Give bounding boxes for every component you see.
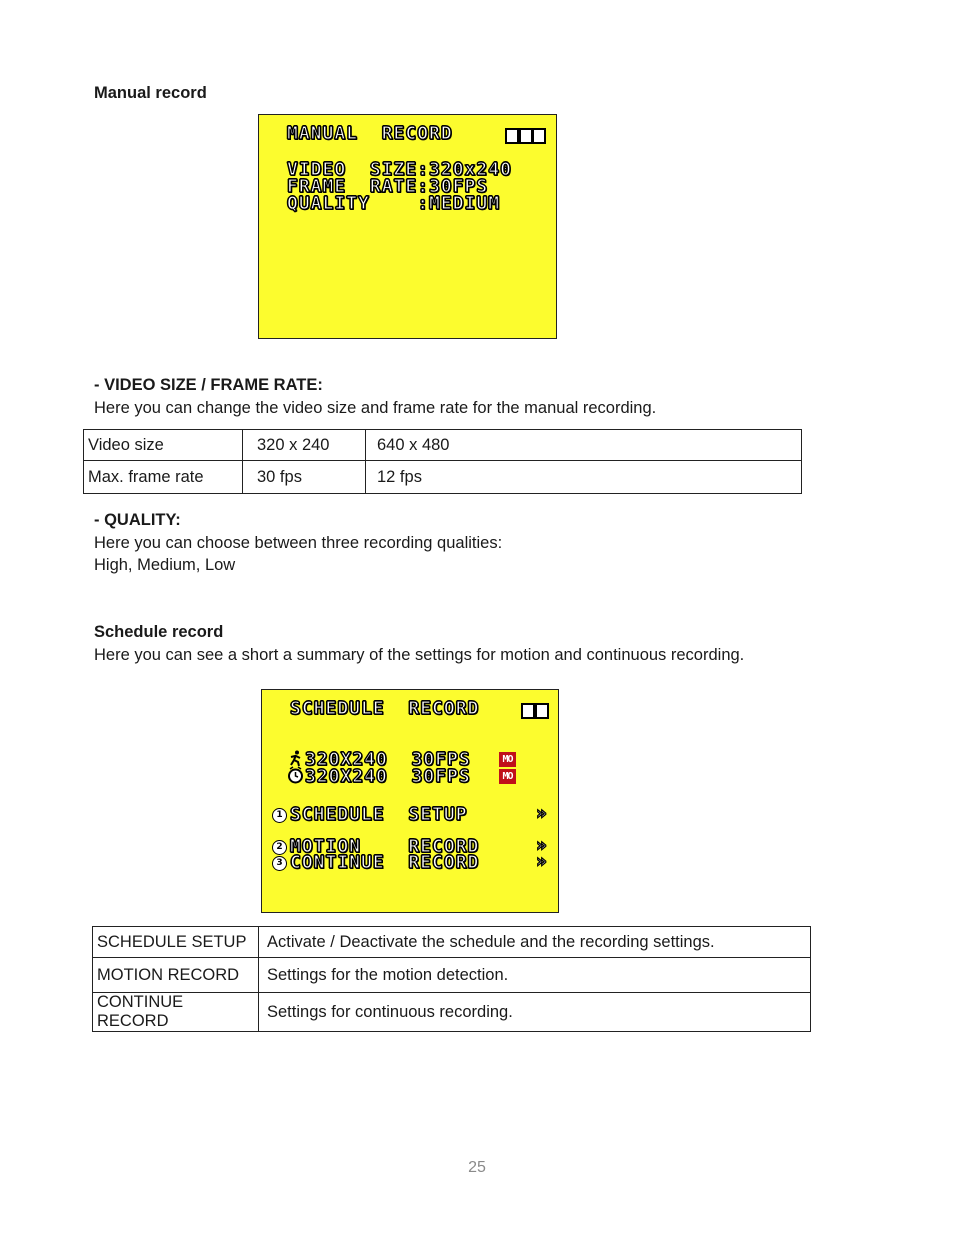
- table-row: [93, 927, 811, 958]
- osd-quality: QUALITY :MEDIUM: [287, 193, 501, 214]
- osd-frame-rate: FRAME RATE:30FPS: [287, 176, 489, 197]
- osd-schedule-setup: SCHEDULE SETUP: [290, 804, 468, 825]
- quality-text: Here you can choose between three recording qualities:: [94, 534, 503, 552]
- chevron-right-icon: »: [536, 851, 547, 872]
- table-row: [93, 958, 811, 993]
- osd-video-size: VIDEO SIZE:320x240: [287, 159, 512, 180]
- manual-record-osd-screen: [258, 114, 557, 339]
- osd-square-icon: [535, 703, 549, 719]
- osd-square-icon: [532, 128, 546, 144]
- video-size-text: Here you can change the video size and frame rate for the manual recording.: [94, 399, 657, 417]
- schedule-table: [92, 926, 811, 1032]
- page-number: 25: [468, 1159, 486, 1176]
- schedule-record-osd-screen: [261, 689, 559, 913]
- table-cell: Max. frame rate: [84, 461, 243, 494]
- osd-continuous-row: 320X240 30FPS: [305, 766, 471, 787]
- table-cell: SCHEDULE SETUP: [93, 927, 259, 958]
- table-cell: Settings for the motion detection.: [259, 958, 811, 993]
- number-2-icon: 2: [272, 840, 287, 855]
- osd-title: MANUAL RECORD: [287, 123, 453, 144]
- table-cell: Video size: [84, 430, 243, 461]
- schedule-record-heading: Schedule record: [94, 623, 224, 641]
- quality-heading: - QUALITY:: [94, 511, 181, 529]
- manual-record-heading: Manual record: [94, 84, 207, 102]
- table-cell: MOTION RECORD: [93, 958, 259, 993]
- osd-continue-record: CONTINUE RECORD: [290, 852, 480, 873]
- table-cell: 12 fps: [366, 461, 802, 494]
- schedule-record-text: Here you can see a short a summary of the settings for motion and continuous recording.: [94, 646, 745, 664]
- table-cell: CONTINUE RECORD: [93, 993, 259, 1032]
- video-size-heading: - VIDEO SIZE / FRAME RATE:: [94, 376, 323, 394]
- table-row: [84, 430, 802, 461]
- quality-options-text: High, Medium, Low: [94, 556, 236, 574]
- mo-badge: MO: [499, 769, 516, 784]
- table-cell: 640 x 480: [366, 430, 802, 461]
- chevron-right-icon: »: [536, 835, 547, 856]
- osd-motion-record: MOTION RECORD: [290, 836, 480, 857]
- chevron-right-icon: »: [536, 803, 547, 824]
- table-cell: Settings for continuous recording.: [259, 993, 811, 1032]
- table-row: [93, 993, 811, 1032]
- table-cell: Activate / Deactivate the schedule and the recording settings.: [259, 927, 811, 958]
- osd-square-icon: [519, 128, 533, 144]
- osd-square-icon: [521, 703, 535, 719]
- clock-icon: [287, 766, 304, 784]
- number-1-icon: 1: [272, 808, 287, 823]
- video-size-table: [83, 429, 802, 494]
- table-cell: 320 x 240: [243, 430, 366, 461]
- osd-title: SCHEDULE RECORD: [290, 698, 480, 719]
- number-3-icon: 3: [272, 856, 287, 871]
- table-cell: 30 fps: [243, 461, 366, 494]
- table-row: [84, 461, 802, 494]
- osd-motion-row: 320X240 30FPS: [305, 749, 471, 770]
- mo-badge: MO: [499, 752, 516, 767]
- running-man-icon: [289, 750, 303, 766]
- osd-square-icon: [505, 128, 519, 144]
